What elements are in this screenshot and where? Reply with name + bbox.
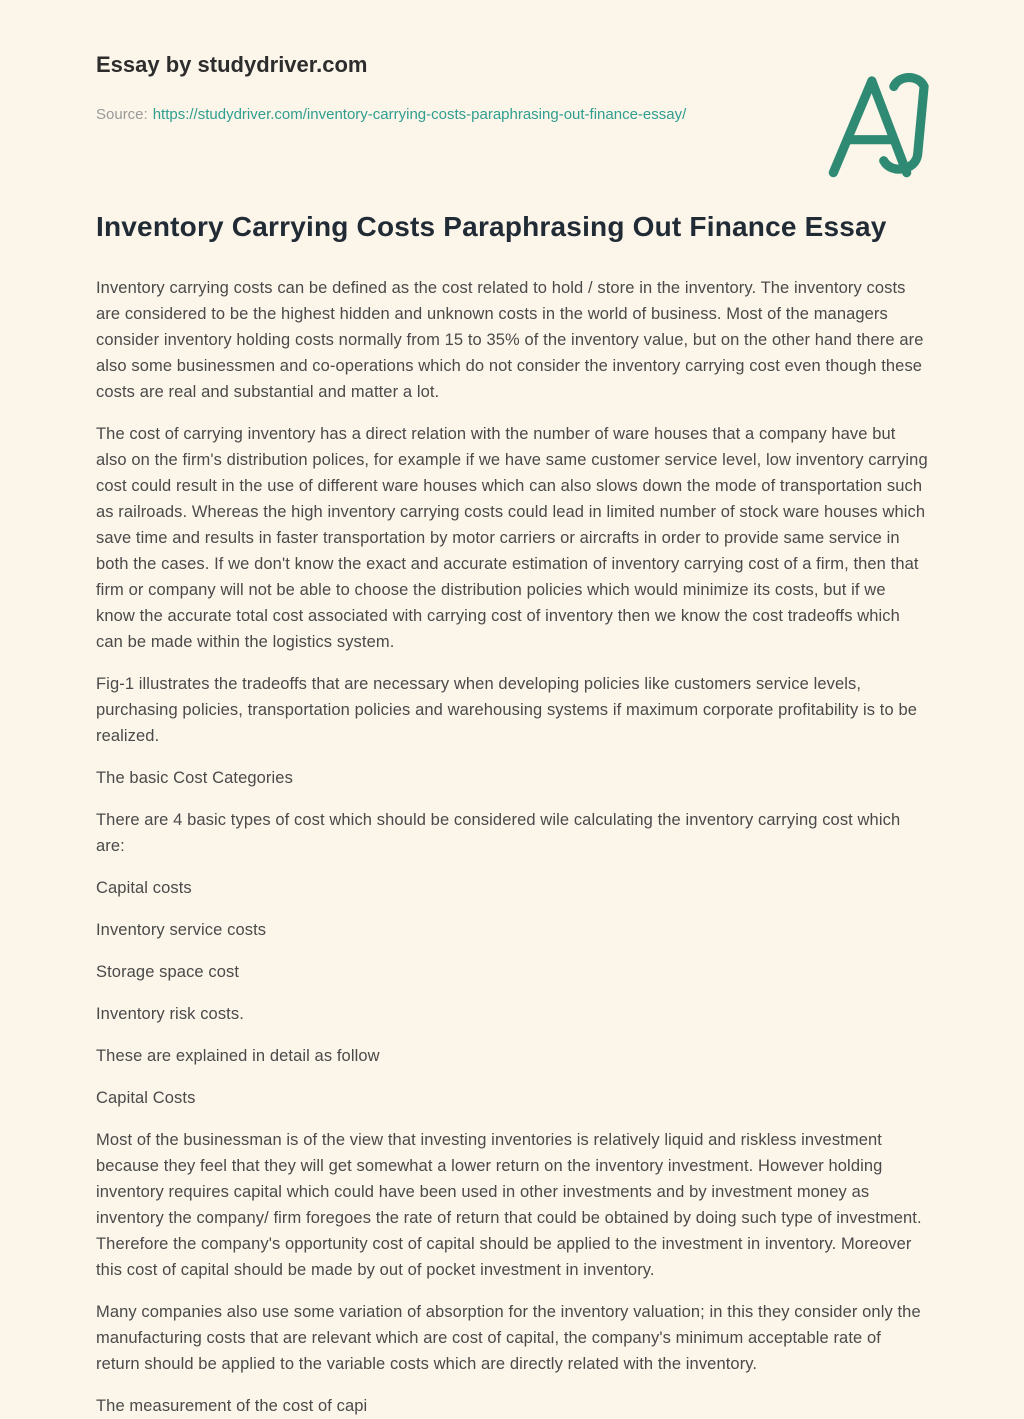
studydriver-logo-icon: [826, 70, 936, 180]
source-url-link[interactable]: https://studydriver.com/inventory-carrying-costs-paraphrasing-out-finance-essay/: [152, 106, 687, 123]
essay-paragraph: Storage space cost: [96, 963, 240, 981]
byline: Essay by studydriver.com: [96, 52, 368, 77]
essay-paragraph: The basic Cost Categories: [96, 769, 293, 787]
essay-paragraph: These are explained in detail as follow: [96, 1047, 380, 1065]
essay-paragraph: Inventory service costs: [96, 921, 267, 939]
essay-paragraph: There are 4 basic types of cost which should be considered wile calculating the inventory carrying cost which are:: [96, 811, 901, 855]
essay-paragraph: The measurement of the cost of capi: [96, 1397, 368, 1415]
source-line: [96, 102, 721, 127]
essay-paragraph: Most of the businessman is of the view that investing inventories is relatively liquid and riskless investment because they feel that they will get somewhat a lower return on the inventory investment. However holding inventory requires capital which could have been used in other investments and by investment money as inventory the company/ firm foregoes the rate of return that could be obtained by doing such type of investment. Therefore the company's opportunity cost of capital should be applied to the investment in inventory. Moreover this cost of capital should be made by out of pocket investment in inventory.: [96, 1131, 922, 1279]
essay-paragraph: Capital Costs: [96, 1089, 196, 1107]
essay-paragraph: Inventory carrying costs can be defined as the cost related to hold / store in the inventory. The inventory costs are considered to be the highest hidden and unknown costs in the world of business. Most of the managers consider inventory holding costs normally from 15 to 35% of the inventory value, but on the other hand there are also some businessmen and co-operations which do not consider the inventory carrying cost even though these costs are real and substantial and matter a lot.: [96, 279, 924, 401]
essay-paragraph: The cost of carrying inventory has a direct relation with the number of ware houses that a company have but also on the firm's distribution polices, for example if we have same customer service level, low inventory carrying cost could result in the use of different ware houses which can also slows down the mode of transportation such as railroads. Whereas the high inventory carrying costs could lead in limited number of stock ware houses which save time and results in faster transportation by motor carriers or aircrafts in order to provide same service in both the cases. If we don't know the exact and accurate estimation of inventory carrying cost of a firm, then that firm or company will not be able to choose the distribution policies which would minimize its costs, but if we know the accurate total cost associated with carrying cost of inventory then we know the cost tradeoffs which can be made within the logistics system.: [96, 425, 928, 651]
essay-paragraph: Many companies also use some variation of absorption for the inventory valuation; in this they consider only the manufacturing costs that are relevant which are cost of capital, the company's minimum acceptable rate of return should be applied to the variable costs which are directly related with the inventory.: [96, 1303, 921, 1373]
source-label: Source:: [96, 106, 148, 123]
essay-paragraph: Inventory risk costs.: [96, 1005, 244, 1023]
essay-title: Inventory Carrying Costs Paraphrasing Out Finance Essay: [96, 211, 887, 242]
essay-paragraph: Fig-1 illustrates the tradeoffs that are necessary when developing policies like customers service levels, purchasing policies, transportation policies and warehousing systems if maximum corporate profitability is to be realized.: [96, 675, 917, 745]
essay-body: [96, 275, 928, 1419]
essay-paragraph: Capital costs: [96, 879, 192, 897]
page-header: [96, 52, 928, 127]
